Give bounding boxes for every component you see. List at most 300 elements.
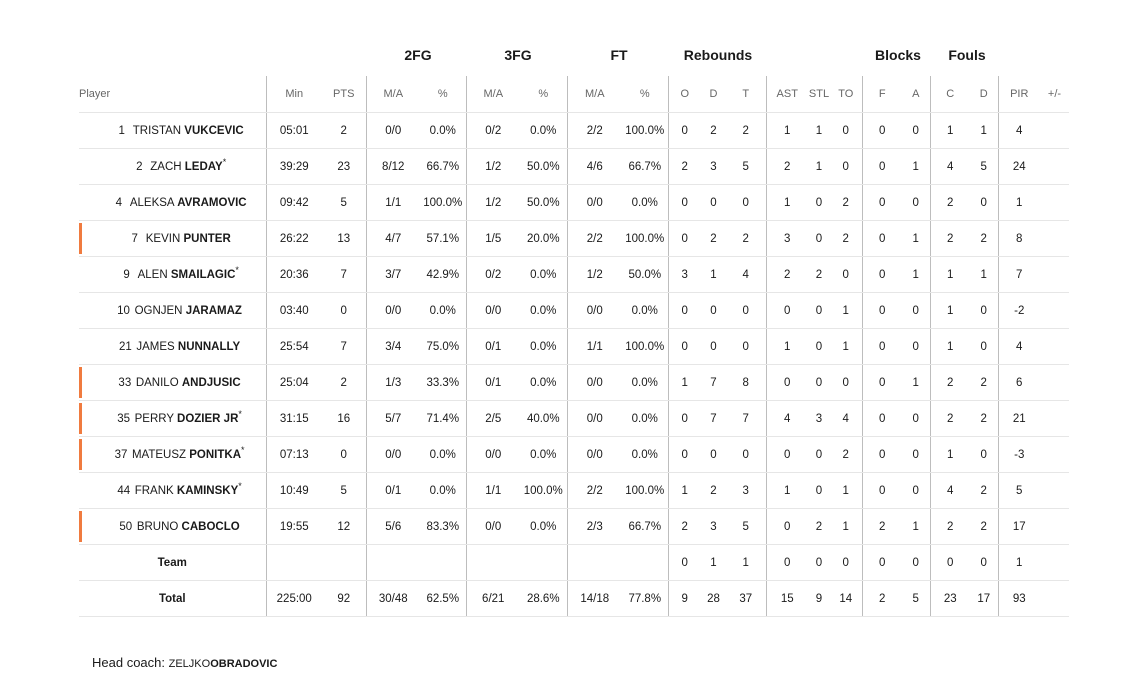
cell-plus-minus: [1040, 365, 1069, 401]
player-last-name: LEDAY: [184, 160, 223, 173]
cell-3fg: 0/1: [466, 365, 520, 401]
cell-blk-a: 1: [902, 257, 930, 293]
player-cell[interactable]: [79, 329, 266, 365]
team-ast: 0: [766, 545, 808, 581]
cell-ft-pct: 0.0%: [622, 401, 668, 437]
cell-reb-t: 8: [726, 365, 766, 401]
header-reb-o[interactable]: O: [668, 76, 701, 113]
cell-min: 20:36: [266, 257, 322, 293]
total-pts: 92: [322, 581, 366, 617]
cell-ft-pct: 66.7%: [622, 149, 668, 185]
cell-3fg: 1/5: [466, 221, 520, 257]
cell-reb-t: 3: [726, 473, 766, 509]
cell-reb-d: 0: [701, 185, 726, 221]
cell-reb-t: 0: [726, 185, 766, 221]
cell-plus-minus: [1040, 473, 1069, 509]
cell-pts: 23: [322, 149, 366, 185]
header-3fg-ma[interactable]: M/A: [466, 76, 520, 113]
cell-reb-t: 7: [726, 401, 766, 437]
head-coach-label: Head coach:: [92, 655, 165, 670]
cell-pir: -3: [998, 437, 1040, 473]
header-row: [79, 76, 1069, 113]
cell-ast: 0: [766, 365, 808, 401]
cell-3fg-pct: 20.0%: [520, 221, 567, 257]
cell-pir: -2: [998, 293, 1040, 329]
player-cell[interactable]: [79, 509, 266, 545]
cell-plus-minus: [1040, 329, 1069, 365]
cell-3fg-pct: 0.0%: [520, 437, 567, 473]
cell-blk-a: 1: [902, 221, 930, 257]
player-number: 50: [119, 520, 133, 533]
cell-3fg: 0/2: [466, 113, 520, 149]
cell-reb-o: 0: [668, 293, 701, 329]
player-last-name: CABOCLO: [181, 520, 240, 533]
column-group-header: [79, 38, 1069, 76]
cell-2fg: 0/1: [366, 473, 420, 509]
player-first-name: ZACH: [150, 160, 182, 173]
cell-plus-minus: [1040, 113, 1069, 149]
player-row: [79, 509, 1069, 545]
group-3fg: 3FG: [504, 47, 532, 63]
player-number: 7: [131, 232, 138, 245]
cell-reb-d: 7: [701, 365, 726, 401]
cell-ast: 1: [766, 185, 808, 221]
cell-2fg: 1/3: [366, 365, 420, 401]
cell-foul-c: 2: [930, 401, 970, 437]
player-last-name: NUNNALLY: [177, 340, 241, 353]
cell-plus-minus: [1040, 509, 1069, 545]
cell-stl: 2: [808, 509, 830, 545]
cell-2fg-pct: 0.0%: [420, 293, 466, 329]
player-cell[interactable]: [79, 293, 266, 329]
team-label: Team: [79, 545, 266, 581]
cell-blk-f: 0: [862, 473, 902, 509]
cell-reb-t: 2: [726, 221, 766, 257]
player-cell[interactable]: [79, 365, 266, 401]
cell-ast: 1: [766, 473, 808, 509]
player-number: 4: [115, 196, 123, 209]
team-reb-d: 1: [701, 545, 726, 581]
cell-foul-d: 2: [970, 473, 998, 509]
total-row: [79, 581, 1069, 617]
header-stl[interactable]: STL: [808, 76, 830, 113]
cell-reb-o: 0: [668, 401, 701, 437]
starter-marker: [79, 367, 82, 398]
box-score: [79, 38, 1069, 617]
cell-min: 10:49: [266, 473, 322, 509]
cell-3fg-pct: 50.0%: [520, 149, 567, 185]
starter-marker: [79, 403, 82, 434]
cell-foul-c: 4: [930, 473, 970, 509]
cell-reb-o: 2: [668, 509, 701, 545]
total-ast: 15: [766, 581, 808, 617]
cell-to: 2: [830, 437, 862, 473]
cell-blk-a: 0: [902, 401, 930, 437]
cell-reb-o: 1: [668, 473, 701, 509]
team-to: 0: [830, 545, 862, 581]
cell-pir: 4: [998, 113, 1040, 149]
player-last-name: JARAMAZ: [185, 304, 242, 317]
cell-pts: 12: [322, 509, 366, 545]
cell-stl: 0: [808, 293, 830, 329]
cell-ft: 0/0: [567, 365, 622, 401]
header-pts[interactable]: PTS: [322, 76, 366, 113]
team-reb-t: 1: [726, 545, 766, 581]
head-coach-first-name: ZELJKO: [168, 658, 211, 670]
cell-foul-d: 0: [970, 329, 998, 365]
cell-blk-f: 0: [862, 149, 902, 185]
cell-blk-a: 0: [902, 437, 930, 473]
player-row: [79, 437, 1069, 473]
team-foul-c: 0: [930, 545, 970, 581]
cell-ft-pct: 100.0%: [622, 221, 668, 257]
cell-pts: 16: [322, 401, 366, 437]
cell-stl: 0: [808, 329, 830, 365]
cell-3fg-pct: 0.0%: [520, 113, 567, 149]
cell-2fg: 8/12: [366, 149, 420, 185]
cell-foul-d: 5: [970, 149, 998, 185]
cell-reb-d: 7: [701, 401, 726, 437]
group-rebounds: Rebounds: [683, 47, 753, 63]
cell-2fg: 5/6: [366, 509, 420, 545]
starter-marker: [79, 223, 82, 254]
cell-to: 1: [830, 293, 862, 329]
player-number: 44: [117, 484, 131, 497]
cell-ft: 2/2: [567, 473, 622, 509]
cell-ast: 1: [766, 329, 808, 365]
cell-ft: 1/1: [567, 329, 622, 365]
player-row: [79, 365, 1069, 401]
total-ft: 14/18: [567, 581, 622, 617]
player-cell[interactable]: [79, 221, 266, 257]
player-cell[interactable]: [79, 185, 266, 221]
cell-stl: 0: [808, 185, 830, 221]
player-star: *: [241, 444, 245, 455]
cell-blk-a: 1: [902, 509, 930, 545]
cell-pts: 5: [322, 473, 366, 509]
cell-foul-c: 1: [930, 329, 970, 365]
header-blk-f[interactable]: F: [862, 76, 902, 113]
total-blk-a: 5: [902, 581, 930, 617]
player-row: [79, 221, 1069, 257]
cell-to: 4: [830, 401, 862, 437]
cell-2fg: 4/7: [366, 221, 420, 257]
player-number: 35: [117, 412, 130, 425]
cell-3fg: 0/1: [466, 329, 520, 365]
stats-table: [79, 76, 1069, 617]
cell-blk-a: 0: [902, 329, 930, 365]
total-foul-d: 17: [970, 581, 998, 617]
cell-reb-t: 5: [726, 149, 766, 185]
cell-pts: 0: [322, 437, 366, 473]
cell-ast: 4: [766, 401, 808, 437]
cell-pir: 6: [998, 365, 1040, 401]
player-row: [79, 257, 1069, 293]
total-stl: 9: [808, 581, 830, 617]
cell-plus-minus: [1040, 185, 1069, 221]
cell-blk-a: 0: [902, 473, 930, 509]
cell-ast: 0: [766, 437, 808, 473]
cell-pir: 4: [998, 329, 1040, 365]
cell-to: 1: [830, 473, 862, 509]
cell-foul-c: 2: [930, 185, 970, 221]
cell-blk-f: 0: [862, 221, 902, 257]
player-first-name: TRISTAN: [132, 124, 182, 137]
player-cell[interactable]: [79, 113, 266, 149]
cell-pir: 21: [998, 401, 1040, 437]
cell-blk-f: 2: [862, 509, 902, 545]
cell-3fg: 0/0: [466, 509, 520, 545]
cell-reb-d: 0: [701, 293, 726, 329]
total-3fg-pct: 28.6%: [520, 581, 567, 617]
cell-3fg-pct: 50.0%: [520, 185, 567, 221]
cell-pts: 0: [322, 293, 366, 329]
total-reb-o: 9: [668, 581, 701, 617]
cell-2fg-pct: 75.0%: [420, 329, 466, 365]
player-row: [79, 293, 1069, 329]
cell-pir: 1: [998, 185, 1040, 221]
player-cell[interactable]: [79, 473, 266, 509]
cell-reb-o: 0: [668, 221, 701, 257]
cell-ft-pct: 66.7%: [622, 509, 668, 545]
cell-ft-pct: 100.0%: [622, 113, 668, 149]
header-reb-t[interactable]: T: [726, 76, 766, 113]
cell-pir: 7: [998, 257, 1040, 293]
player-cell[interactable]: [79, 149, 266, 185]
cell-reb-d: 0: [701, 437, 726, 473]
cell-stl: 0: [808, 221, 830, 257]
cell-2fg: 0/0: [366, 437, 420, 473]
cell-reb-o: 0: [668, 113, 701, 149]
cell-3fg: 0/2: [466, 257, 520, 293]
cell-pir: 17: [998, 509, 1040, 545]
cell-3fg-pct: 100.0%: [520, 473, 567, 509]
header-foul-c[interactable]: C: [930, 76, 970, 113]
header-ft-pct[interactable]: %: [622, 76, 668, 113]
player-first-name: KEVIN: [145, 232, 181, 245]
cell-blk-a: 1: [902, 365, 930, 401]
cell-2fg-pct: 66.7%: [420, 149, 466, 185]
cell-foul-c: 1: [930, 257, 970, 293]
header-reb-d[interactable]: D: [701, 76, 726, 113]
starter-marker: [79, 439, 82, 470]
cell-foul-c: 1: [930, 437, 970, 473]
cell-2fg: 3/4: [366, 329, 420, 365]
cell-blk-f: 0: [862, 401, 902, 437]
total-3fg: 6/21: [466, 581, 520, 617]
cell-min: 25:54: [266, 329, 322, 365]
player-cell[interactable]: [79, 437, 266, 473]
cell-foul-d: 2: [970, 365, 998, 401]
cell-2fg: 0/0: [366, 113, 420, 149]
cell-reb-o: 0: [668, 329, 701, 365]
starter-marker: [79, 511, 82, 542]
cell-3fg-pct: 0.0%: [520, 257, 567, 293]
player-cell[interactable]: [79, 257, 266, 293]
cell-3fg-pct: 0.0%: [520, 293, 567, 329]
player-star: *: [222, 156, 227, 167]
cell-reb-d: 2: [701, 221, 726, 257]
cell-foul-d: 0: [970, 293, 998, 329]
cell-2fg: 1/1: [366, 185, 420, 221]
cell-min: 31:15: [266, 401, 322, 437]
header-ft-ma[interactable]: M/A: [567, 76, 622, 113]
player-star: *: [235, 264, 239, 275]
cell-ft-pct: 50.0%: [622, 257, 668, 293]
player-row: [79, 329, 1069, 365]
cell-ft-pct: 100.0%: [622, 329, 668, 365]
cell-blk-f: 0: [862, 113, 902, 149]
cell-ast: 0: [766, 293, 808, 329]
header-player[interactable]: Player: [79, 76, 266, 113]
total-blk-f: 2: [862, 581, 902, 617]
player-last-name: DOZIER JR: [177, 412, 239, 425]
total-foul-c: 23: [930, 581, 970, 617]
header-plus-minus[interactable]: +/-: [1040, 76, 1069, 113]
cell-reb-t: 4: [726, 257, 766, 293]
cell-reb-d: 3: [701, 149, 726, 185]
header-2fg-ma[interactable]: M/A: [366, 76, 420, 113]
cell-2fg: 5/7: [366, 401, 420, 437]
cell-to: 2: [830, 221, 862, 257]
cell-foul-c: 2: [930, 365, 970, 401]
cell-blk-f: 0: [862, 293, 902, 329]
player-star: *: [238, 408, 242, 419]
player-row: [79, 401, 1069, 437]
cell-ft-pct: 0.0%: [622, 437, 668, 473]
cell-blk-f: 0: [862, 185, 902, 221]
cell-stl: 1: [808, 113, 830, 149]
cell-stl: 2: [808, 257, 830, 293]
head-coach: [92, 655, 277, 670]
header-blk-a[interactable]: A: [902, 76, 930, 113]
player-first-name: DANILO: [135, 376, 179, 389]
cell-ft: 0/0: [567, 437, 622, 473]
header-foul-d[interactable]: D: [970, 76, 998, 113]
cell-ft: 4/6: [567, 149, 622, 185]
team-stl: 0: [808, 545, 830, 581]
cell-min: 05:01: [266, 113, 322, 149]
player-cell[interactable]: [79, 401, 266, 437]
cell-stl: 3: [808, 401, 830, 437]
player-star: *: [238, 480, 242, 491]
player-first-name: FRANK: [134, 484, 174, 497]
cell-3fg-pct: 0.0%: [520, 509, 567, 545]
cell-2fg-pct: 57.1%: [420, 221, 466, 257]
cell-foul-d: 1: [970, 257, 998, 293]
player-first-name: ALEN: [137, 268, 168, 281]
cell-ft-pct: 100.0%: [622, 473, 668, 509]
cell-2fg-pct: 83.3%: [420, 509, 466, 545]
header-ast[interactable]: AST: [766, 76, 808, 113]
header-min[interactable]: Min: [266, 76, 322, 113]
group-blocks: Blocks: [875, 47, 921, 63]
cell-ft: 0/0: [567, 185, 622, 221]
cell-ast: 0: [766, 509, 808, 545]
cell-blk-f: 0: [862, 365, 902, 401]
group-ft: FT: [610, 47, 628, 63]
player-last-name: PUNTER: [183, 232, 231, 245]
cell-pts: 7: [322, 329, 366, 365]
cell-min: 03:40: [266, 293, 322, 329]
cell-foul-d: 0: [970, 437, 998, 473]
group-fouls: Fouls: [948, 47, 986, 63]
cell-pts: 13: [322, 221, 366, 257]
header-pir[interactable]: PIR: [998, 76, 1040, 113]
player-last-name: PONITKA: [189, 448, 242, 461]
cell-reb-o: 0: [668, 185, 701, 221]
cell-foul-c: 4: [930, 149, 970, 185]
cell-to: 2: [830, 185, 862, 221]
cell-foul-c: 1: [930, 293, 970, 329]
cell-blk-f: 0: [862, 257, 902, 293]
cell-reb-t: 5: [726, 509, 766, 545]
cell-min: 19:55: [266, 509, 322, 545]
total-reb-d: 28: [701, 581, 726, 617]
team-blk-f: 0: [862, 545, 902, 581]
cell-blk-f: 0: [862, 437, 902, 473]
header-to[interactable]: TO: [830, 76, 862, 113]
cell-ast: 3: [766, 221, 808, 257]
group-2fg: 2FG: [404, 47, 432, 63]
cell-2fg-pct: 42.9%: [420, 257, 466, 293]
player-number: 10: [117, 304, 130, 317]
cell-reb-d: 2: [701, 113, 726, 149]
cell-blk-a: 0: [902, 185, 930, 221]
cell-2fg: 3/7: [366, 257, 420, 293]
cell-ft: 2/2: [567, 221, 622, 257]
cell-plus-minus: [1040, 293, 1069, 329]
cell-3fg-pct: 0.0%: [520, 365, 567, 401]
player-number: 1: [118, 124, 125, 137]
cell-ast: 1: [766, 113, 808, 149]
cell-reb-t: 0: [726, 437, 766, 473]
header-3fg-pct[interactable]: %: [520, 76, 567, 113]
cell-2fg-pct: 0.0%: [420, 473, 466, 509]
cell-reb-t: 0: [726, 329, 766, 365]
cell-2fg-pct: 0.0%: [420, 437, 466, 473]
cell-ft-pct: 0.0%: [622, 365, 668, 401]
total-2fg: 30/48: [366, 581, 420, 617]
total-to: 14: [830, 581, 862, 617]
cell-2fg-pct: 0.0%: [420, 113, 466, 149]
total-pir: 93: [998, 581, 1040, 617]
cell-reb-t: 2: [726, 113, 766, 149]
cell-2fg-pct: 100.0%: [420, 185, 466, 221]
player-last-name: ANDJUSIC: [181, 376, 241, 389]
cell-3fg: 0/0: [466, 293, 520, 329]
cell-foul-d: 2: [970, 509, 998, 545]
player-number: 37: [114, 448, 128, 461]
player-number: 21: [118, 340, 132, 353]
cell-ft-pct: 0.0%: [622, 293, 668, 329]
cell-foul-d: 1: [970, 113, 998, 149]
cell-ft: 2/2: [567, 113, 622, 149]
cell-foul-d: 2: [970, 401, 998, 437]
player-number: 33: [118, 376, 132, 389]
cell-reb-o: 1: [668, 365, 701, 401]
header-2fg-pct[interactable]: %: [420, 76, 466, 113]
cell-pts: 2: [322, 113, 366, 149]
cell-ft-pct: 0.0%: [622, 185, 668, 221]
cell-3fg: 2/5: [466, 401, 520, 437]
head-coach-last-name: OBRADOVIC: [210, 658, 278, 670]
cell-reb-d: 2: [701, 473, 726, 509]
cell-to: 0: [830, 365, 862, 401]
cell-min: 09:42: [266, 185, 322, 221]
player-first-name: OGNJEN: [134, 304, 183, 317]
player-number: 9: [123, 268, 130, 281]
